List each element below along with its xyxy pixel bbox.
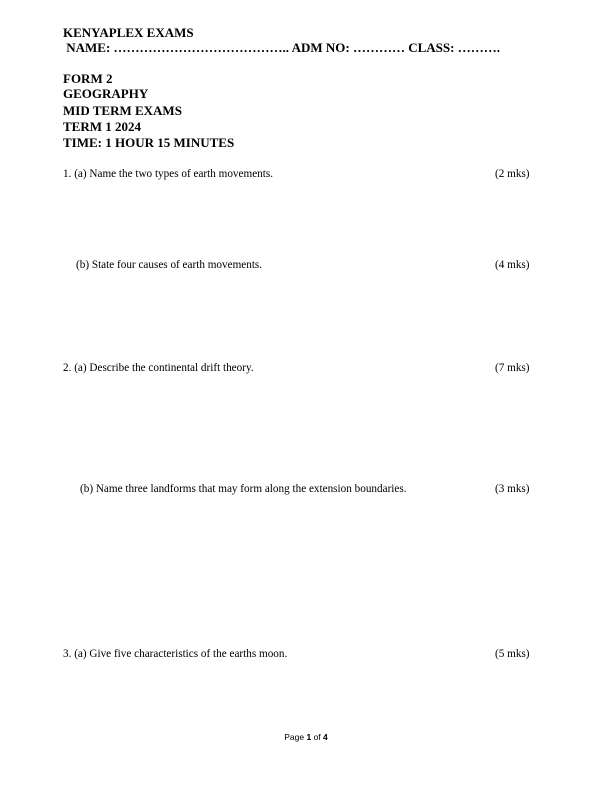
exam-title: MID TERM EXAMS: [63, 103, 182, 118]
page-of: of: [311, 732, 324, 742]
current-page: 1: [306, 732, 312, 742]
question-1b: (b) State four causes of earth movements.: [76, 259, 263, 271]
question-1a-marks: (2 mks): [495, 168, 530, 180]
question-2a-marks: (7 mks): [495, 362, 530, 374]
question-2b: (b) Name three landforms that may form along the extension boundaries.: [80, 483, 407, 495]
question-2a: 2. (a) Describe the continental drift theory.: [63, 362, 254, 374]
page-number: [0, 732, 612, 742]
form-level: FORM 2: [63, 71, 113, 86]
question-2b-marks: (3 mks): [495, 483, 530, 495]
time-allowed: TIME: 1 HOUR 15 MINUTES: [63, 135, 235, 150]
term-label: TERM 1 2024: [63, 119, 141, 134]
question-3a: 3. (a) Give five characteristics of the earths moon.: [63, 648, 288, 660]
student-details-line: NAME: ………………………………….. ADM NO: ………… CLASS: ……….: [63, 40, 500, 55]
page-prefix: Page: [284, 732, 307, 742]
total-pages: 4: [323, 732, 328, 742]
question-3a-marks: (5 mks): [495, 648, 530, 660]
question-1a: 1. (a) Name the two types of earth movements.: [63, 168, 274, 180]
school-name: KENYAPLEX EXAMS: [63, 25, 194, 40]
subject-title: GEOGRAPHY: [63, 86, 149, 101]
question-1b-marks: (4 mks): [495, 259, 530, 271]
